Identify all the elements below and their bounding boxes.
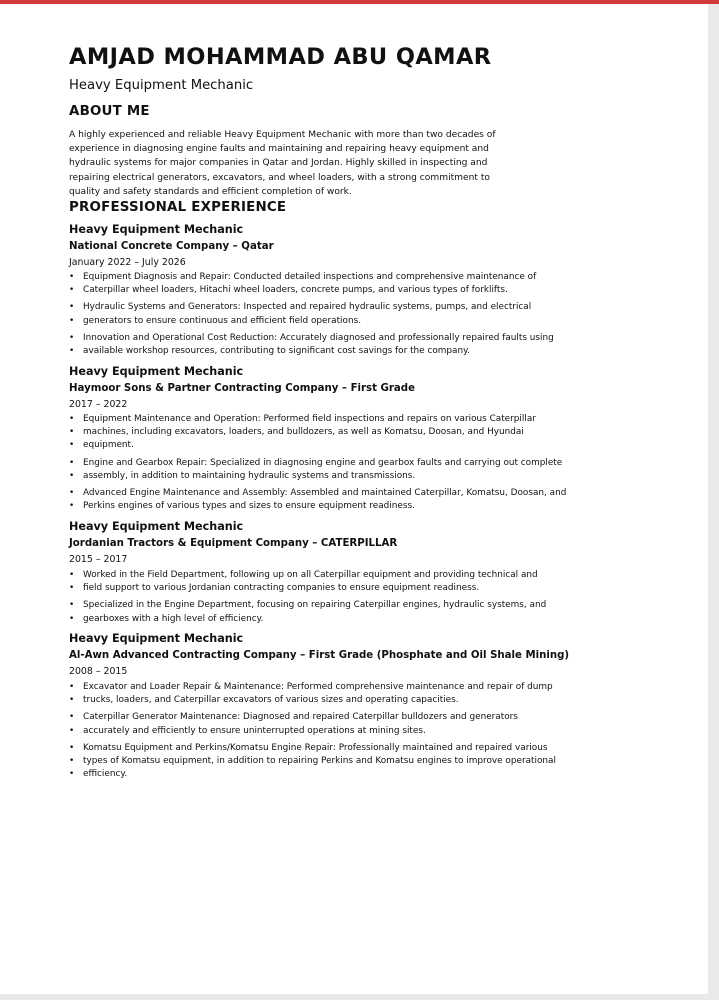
bullet-line: • types of Komatsu equipment, in addition to repairing Perkins and Komatsu engines to improve operational	[69, 755, 599, 768]
bullet-icon: •	[69, 414, 75, 424]
job-title: Heavy Equipment Mechanic	[69, 365, 244, 378]
bullet-icon: •	[69, 457, 75, 468]
bullet-line: • Excavator and Loader Repair & Maintenance: Performed comprehensive maintenance and repair of dump	[69, 681, 599, 694]
job-title: Heavy Equipment Mechanic	[69, 632, 244, 645]
bullet-line: • Advanced Engine Maintenance and Assembly: Assembled and maintained Caterpillar, Komatsu, Doosan, and	[69, 487, 599, 500]
bullet-line: • field support to various Jordanian contracting companies to ensure equipment readiness.	[69, 582, 599, 595]
bullet-line: • Equipment Diagnosis and Repair: Conducted detailed inspections and comprehensive maintenance of	[69, 271, 599, 284]
job-bullets	[69, 413, 599, 513]
bullet-line: • assembly, in addition to maintaining hydraulic systems and transmissions.	[69, 470, 599, 483]
bullet-line: • Specialized in the Engine Department, focusing on repairing Caterpillar engines, hydraulic systems, and	[69, 599, 599, 612]
candidate-name: AMJAD MOHAMMAD ABU QAMAR	[69, 44, 492, 70]
job-title: Heavy Equipment Mechanic	[69, 223, 244, 236]
bullet-icon: •	[69, 725, 75, 736]
job-dates: 2015 – 2017	[69, 554, 128, 565]
job-title: Heavy Equipment Mechanic	[69, 520, 244, 533]
bullet-icon: •	[69, 570, 75, 580]
resume-page	[0, 4, 708, 994]
bullet-icon: •	[69, 613, 75, 624]
bullet-icon: •	[69, 755, 75, 766]
bullet-line: • trucks, loaders, and Caterpillar excavators of various sizes and operating capacities.	[69, 694, 599, 707]
bullet-icon: •	[69, 487, 75, 498]
bullet-line: • Worked in the Field Department, following up on all Caterpillar equipment and providing technical and	[69, 569, 599, 582]
bullet-line: • generators to ensure continuous and efficient field operations.	[69, 315, 599, 328]
bullet-icon: •	[69, 742, 75, 753]
bullet-line: • Komatsu Equipment and Perkins/Komatsu Engine Repair: Professionally maintained and repaired various	[69, 742, 599, 755]
about-line: repairing electrical generators, excavators, and wheel loaders, with a strong commitment to	[69, 172, 490, 183]
about-line: quality and safety standards and efficient completion of work.	[69, 186, 352, 197]
job-bullets	[69, 569, 599, 626]
bullet-icon: •	[69, 769, 75, 780]
bullet-line: • Hydraulic Systems and Generators: Inspected and repaired hydraulic systems, pumps, and electrical	[69, 301, 599, 314]
about-line: A highly experienced and reliable Heavy Equipment Mechanic with more than two decades of	[69, 130, 496, 140]
bullet-icon: •	[69, 600, 75, 611]
job-company: Al-Awn Advanced Contracting Company – First Grade (Phosphate and Oil Shale Mining)	[69, 650, 570, 661]
bullet-icon: •	[69, 682, 75, 692]
bullet-line: • Engine and Gearbox Repair: Specialized in diagnosing engine and gearbox faults and carrying out complete	[69, 457, 599, 470]
bullet-icon: •	[69, 272, 75, 282]
bullet-icon: •	[69, 583, 75, 594]
job-company: Haymoor Sons & Partner Contracting Company – First Grade	[69, 383, 415, 394]
bullet-line: • equipment.	[69, 439, 599, 452]
bullet-line: • machines, including excavators, loaders, and bulldozers, as well as Komatsu, Doosan, and Hyundai	[69, 426, 599, 439]
bullet-icon: •	[69, 315, 75, 326]
bullet-icon: •	[69, 695, 75, 706]
job-dates: 2008 – 2015	[69, 666, 128, 677]
bullet-icon: •	[69, 302, 75, 313]
bullet-icon: •	[69, 440, 75, 451]
candidate-title: Heavy Equipment Mechanic	[69, 78, 254, 93]
bullet-line: • accurately and efficiently to ensure uninterrupted operations at mining sites.	[69, 725, 599, 738]
job-bullets	[69, 681, 599, 781]
job-company: Jordanian Tractors & Equipment Company – CATERPILLAR	[69, 538, 398, 549]
bullet-line: • Equipment Maintenance and Operation: Performed field inspections and repairs on various Caterpillar	[69, 413, 599, 426]
bullet-icon: •	[69, 332, 75, 343]
about-line: experience in diagnosing engine faults and maintaining and repairing heavy equipment and	[69, 144, 489, 155]
bullet-icon: •	[69, 427, 75, 438]
job-bullets	[69, 271, 599, 358]
about-heading: ABOUT ME	[69, 104, 150, 119]
bullet-icon: •	[69, 501, 75, 512]
about-line: hydraulic systems for major companies in Qatar and Jordan. Highly skilled in inspecting and	[69, 158, 488, 169]
bullet-icon: •	[69, 470, 75, 481]
bullet-line: • Perkins engines of various types and sizes to ensure equipment readiness.	[69, 500, 599, 513]
bullet-line: • available workshop resources, contributing to significant cost savings for the company.	[69, 345, 599, 358]
bullet-icon: •	[69, 285, 75, 296]
bullet-line: • Caterpillar Generator Maintenance: Diagnosed and repaired Caterpillar bulldozers and generators	[69, 711, 599, 724]
about-text	[69, 128, 539, 199]
bullet-icon: •	[69, 345, 75, 356]
job-company: National Concrete Company – Qatar	[69, 241, 274, 252]
job-dates: January 2022 – July 2026	[69, 257, 186, 268]
bullet-line: • gearboxes with a high level of efficiency.	[69, 613, 599, 626]
bullet-line: • Innovation and Operational Cost Reduction: Accurately diagnosed and professionally repaired faults using	[69, 332, 599, 345]
bullet-line: • efficiency.	[69, 768, 599, 781]
bullet-icon: •	[69, 712, 75, 723]
bullet-line: • Caterpillar wheel loaders, Hitachi wheel loaders, concrete pumps, and various types of forklifts.	[69, 284, 599, 297]
job-dates: 2017 – 2022	[69, 399, 128, 410]
experience-heading: PROFESSIONAL EXPERIENCE	[69, 200, 287, 215]
